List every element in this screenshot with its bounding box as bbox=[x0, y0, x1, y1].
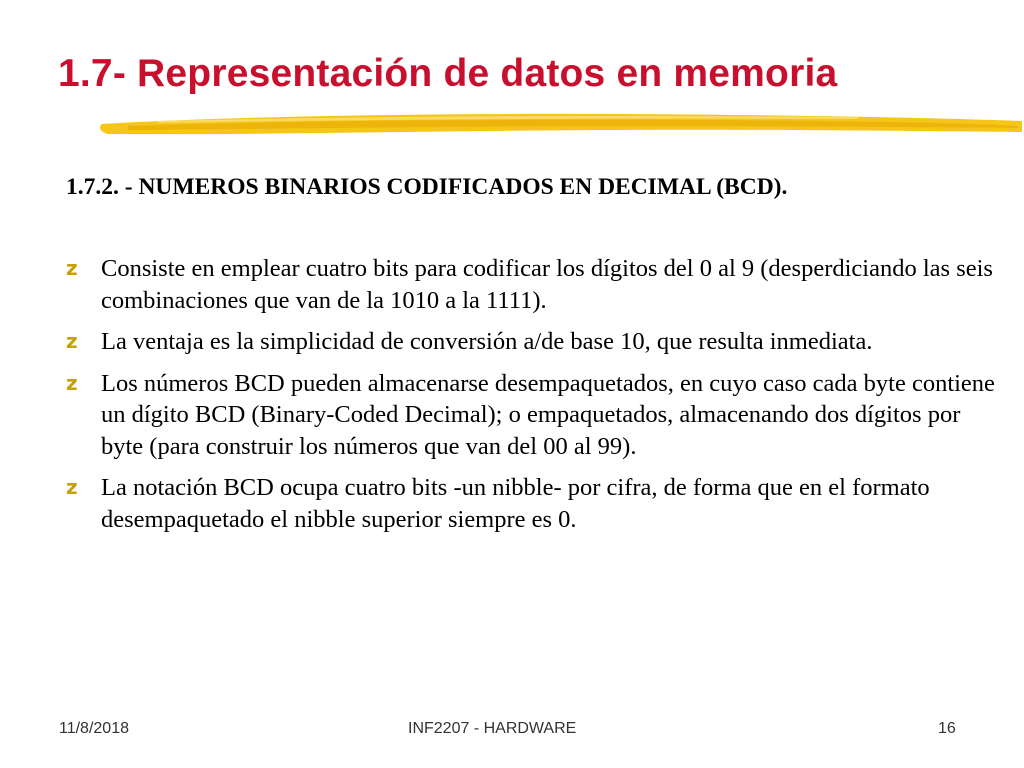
bullet-text: Consiste en emplear cuatro bits para codificar los dígitos del 0 al 9 (desperdiciando las seis combinaciones que van de la 1010 a la 1111). bbox=[101, 255, 993, 314]
footer-course: INF2207 - HARDWARE bbox=[408, 720, 577, 737]
list-item bbox=[66, 472, 1006, 535]
bullet-text: La ventaja es la simplicidad de conversión a/de base 10, que resulta inmediata. bbox=[101, 328, 873, 355]
bullet-text: Los números BCD pueden almacenarse desempaquetados, en cuyo caso cada byte contiene un dígito BCD (Binary-Coded Decimal); o empaquetados, almacenando dos dígitos por byte (para construir los números que van del 00 al 99). bbox=[101, 369, 995, 460]
bullet-text: La notación BCD ocupa cuatro bits -un nibble- por cifra, de forma que en el formato desempaquetado el nibble superior siempre es 0. bbox=[101, 474, 930, 533]
bullet-z-icon: z bbox=[66, 370, 78, 395]
bullet-z-icon: z bbox=[66, 475, 78, 499]
list-item bbox=[66, 368, 1006, 463]
title-underline-brushstroke bbox=[98, 108, 1024, 142]
slide-title: 1.7- Representación de datos en memoria bbox=[58, 52, 838, 95]
bullet-list bbox=[66, 253, 1006, 545]
list-item bbox=[66, 253, 1006, 316]
section-subtitle: 1.7.2. - NUMEROS BINARIOS CODIFICADOS EN DECIMAL (BCD). bbox=[66, 174, 788, 200]
bullet-z-icon: z bbox=[66, 256, 78, 280]
footer-date: 11/8/2018 bbox=[59, 720, 129, 737]
footer-page-number: 16 bbox=[938, 720, 956, 737]
bullet-z-icon: z bbox=[66, 329, 78, 353]
list-item bbox=[66, 326, 1006, 358]
